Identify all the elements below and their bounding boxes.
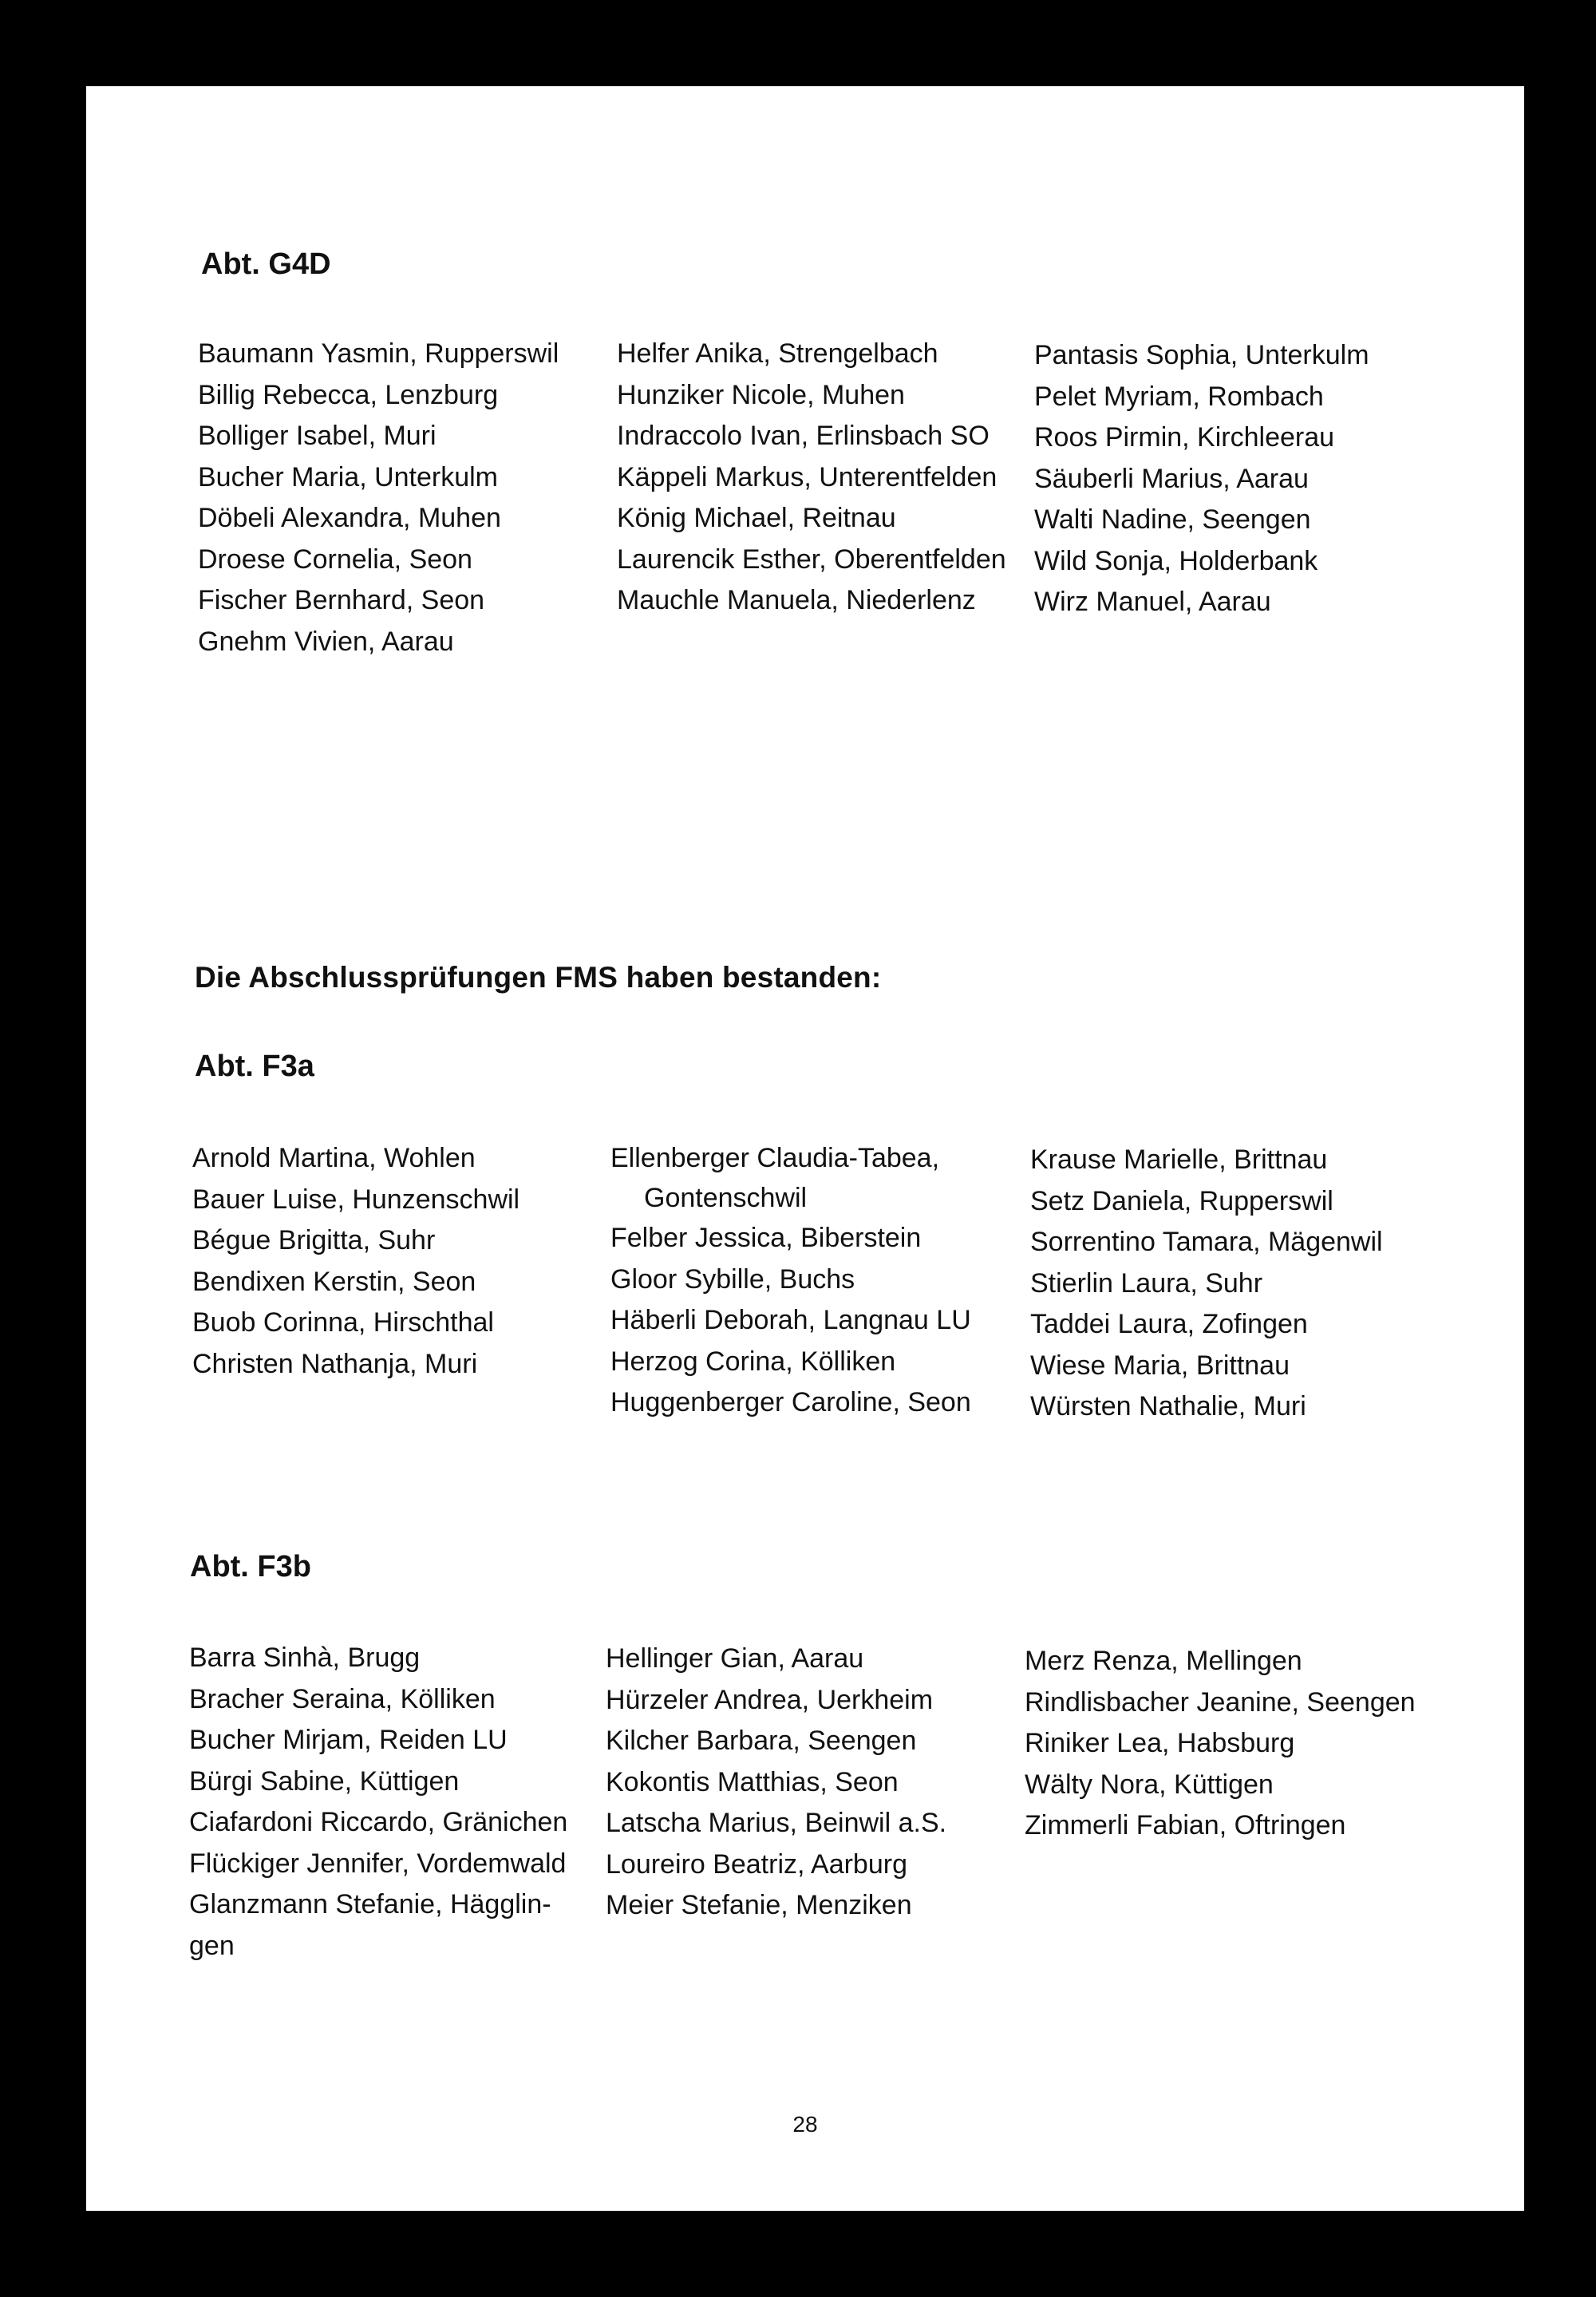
- list-item: Baumann Yasmin, Rupperswil: [198, 338, 559, 369]
- list-item: Bendixen Kerstin, Seon: [192, 1266, 476, 1297]
- list-item: Indraccolo Ivan, Erlinsbach SO: [617, 421, 990, 451]
- list-item: Billig Rebecca, Lenzburg: [198, 379, 499, 410]
- list-item: Christen Nathanja, Muri: [192, 1348, 478, 1379]
- page-number: 28: [792, 2112, 818, 2137]
- section-title: Die Abschlussprüfungen FMS haben bestanden:: [195, 961, 882, 994]
- g4d-column-3: [1034, 335, 1457, 623]
- list-item: Huggenberger Caroline, Seon: [610, 1387, 971, 1417]
- list-item: Helfer Anika, Strengelbach: [617, 338, 938, 369]
- list-item: Loureiro Beatriz, Aarburg: [606, 1848, 907, 1880]
- g4d-column-2: [617, 334, 1040, 622]
- f3b-column-1: [189, 1638, 612, 1967]
- list-item: Sorrentino Tamara, Mägenwil: [1030, 1227, 1383, 1257]
- list-item: Glanzmann Stefanie, Hägglin-gen: [189, 1889, 551, 1961]
- list-item: Bégue Brigitta, Suhr: [192, 1225, 436, 1255]
- g4d-column-1: [198, 334, 621, 662]
- group-heading-f3a: Abt. F3a: [195, 1050, 314, 1083]
- list-item: Wirz Manuel, Aarau: [1034, 587, 1271, 617]
- list-item: Arnold Martina, Wohlen: [192, 1143, 476, 1173]
- list-item: Kilcher Barbara, Seengen: [606, 1726, 917, 1756]
- list-item: Laurencik Esther, Oberentfelden: [617, 544, 1006, 575]
- list-item: Barra Sinhà, Brugg: [189, 1643, 421, 1673]
- list-item: Roos Pirmin, Kirchleerau: [1034, 422, 1335, 453]
- list-item: Döbeli Alexandra, Muhen: [198, 503, 501, 533]
- f3b-column-3: [1025, 1641, 1448, 1847]
- list-item: Säuberli Marius, Aarau: [1034, 463, 1309, 494]
- list-item: Walti Nadine, Seengen: [1034, 504, 1311, 535]
- list-item: Bucher Maria, Unterkulm: [198, 461, 499, 492]
- document-page: [86, 86, 1524, 2211]
- list-item: Hellinger Gian, Aarau: [606, 1643, 864, 1674]
- list-item: Stierlin Laura, Suhr: [1030, 1267, 1263, 1299]
- list-item: Felber Jessica, Biberstein: [610, 1223, 922, 1253]
- list-item: Setz Daniela, Rupperswil: [1030, 1185, 1333, 1216]
- list-item: Wild Sonja, Holderbank: [1034, 545, 1318, 576]
- list-item: Hürzeler Andrea, Uerkheim: [606, 1684, 934, 1715]
- list-item: Pantasis Sophia, Unterkulm: [1034, 340, 1369, 370]
- list-item: Bürgi Sabine, Küttigen: [189, 1765, 460, 1797]
- list-item: Riniker Lea, Habsburg: [1025, 1728, 1295, 1758]
- list-item: Wiese Maria, Brittnau: [1030, 1350, 1290, 1381]
- list-item: Herzog Corina, Kölliken: [610, 1346, 896, 1377]
- list-item: Latscha Marius, Beinwil a.S.: [606, 1808, 947, 1838]
- list-item: Käppeli Markus, Unterentfelden: [617, 461, 998, 492]
- list-item: Bauer Luise, Hunzenschwil: [192, 1184, 520, 1215]
- list-item: Gnehm Vivien, Aarau: [198, 626, 454, 657]
- list-item: Rindlisbacher Jeanine, Seengen: [1025, 1686, 1416, 1718]
- list-item: Mauchle Manuela, Niederlenz: [617, 585, 976, 615]
- list-item: Ellenberger Claudia-Tabea, Gontenschwil: [610, 1143, 940, 1213]
- group-heading-g4d: Abt. G4D: [201, 247, 331, 281]
- list-item: Bracher Seraina, Kölliken: [189, 1683, 496, 1714]
- list-item: Bolliger Isabel, Muri: [198, 421, 437, 451]
- list-item: Taddei Laura, Zofingen: [1030, 1309, 1308, 1339]
- list-item: Kokontis Matthias, Seon: [606, 1766, 899, 1797]
- list-item: Meier Stefanie, Menziken: [606, 1890, 912, 1920]
- f3a-column-1: [192, 1138, 615, 1385]
- group-heading-f3b: Abt. F3b: [190, 1550, 311, 1583]
- list-item: Ciafardoni Riccardo, Gränichen: [189, 1807, 568, 1837]
- list-item: König Michael, Reitnau: [617, 503, 896, 533]
- f3a-column-3: [1030, 1140, 1453, 1428]
- f3a-column-2: [610, 1138, 1033, 1424]
- list-item: Droese Cornelia, Seon: [198, 544, 472, 575]
- list-item: Zimmerli Fabian, Oftringen: [1025, 1810, 1346, 1840]
- list-item: Würsten Nathalie, Muri: [1030, 1391, 1306, 1421]
- list-item: Krause Marielle, Brittnau: [1030, 1145, 1328, 1175]
- list-item: Wälty Nora, Küttigen: [1025, 1769, 1274, 1800]
- list-item: Buob Corinna, Hirschthal: [192, 1307, 494, 1338]
- list-item: Pelet Myriam, Rombach: [1034, 381, 1324, 412]
- list-item: Häberli Deborah, Langnau LU: [610, 1305, 971, 1335]
- list-item: Bucher Mirjam, Reiden LU: [189, 1725, 508, 1755]
- list-item: Gloor Sybille, Buchs: [610, 1263, 855, 1295]
- list-item: Fischer Bernhard, Seon: [198, 585, 485, 615]
- list-item: Hunziker Nicole, Muhen: [617, 379, 905, 410]
- f3b-column-2: [606, 1639, 1029, 1927]
- list-item: Flückiger Jennifer, Vordemwald: [189, 1848, 567, 1879]
- list-item: Merz Renza, Mellingen: [1025, 1646, 1302, 1676]
